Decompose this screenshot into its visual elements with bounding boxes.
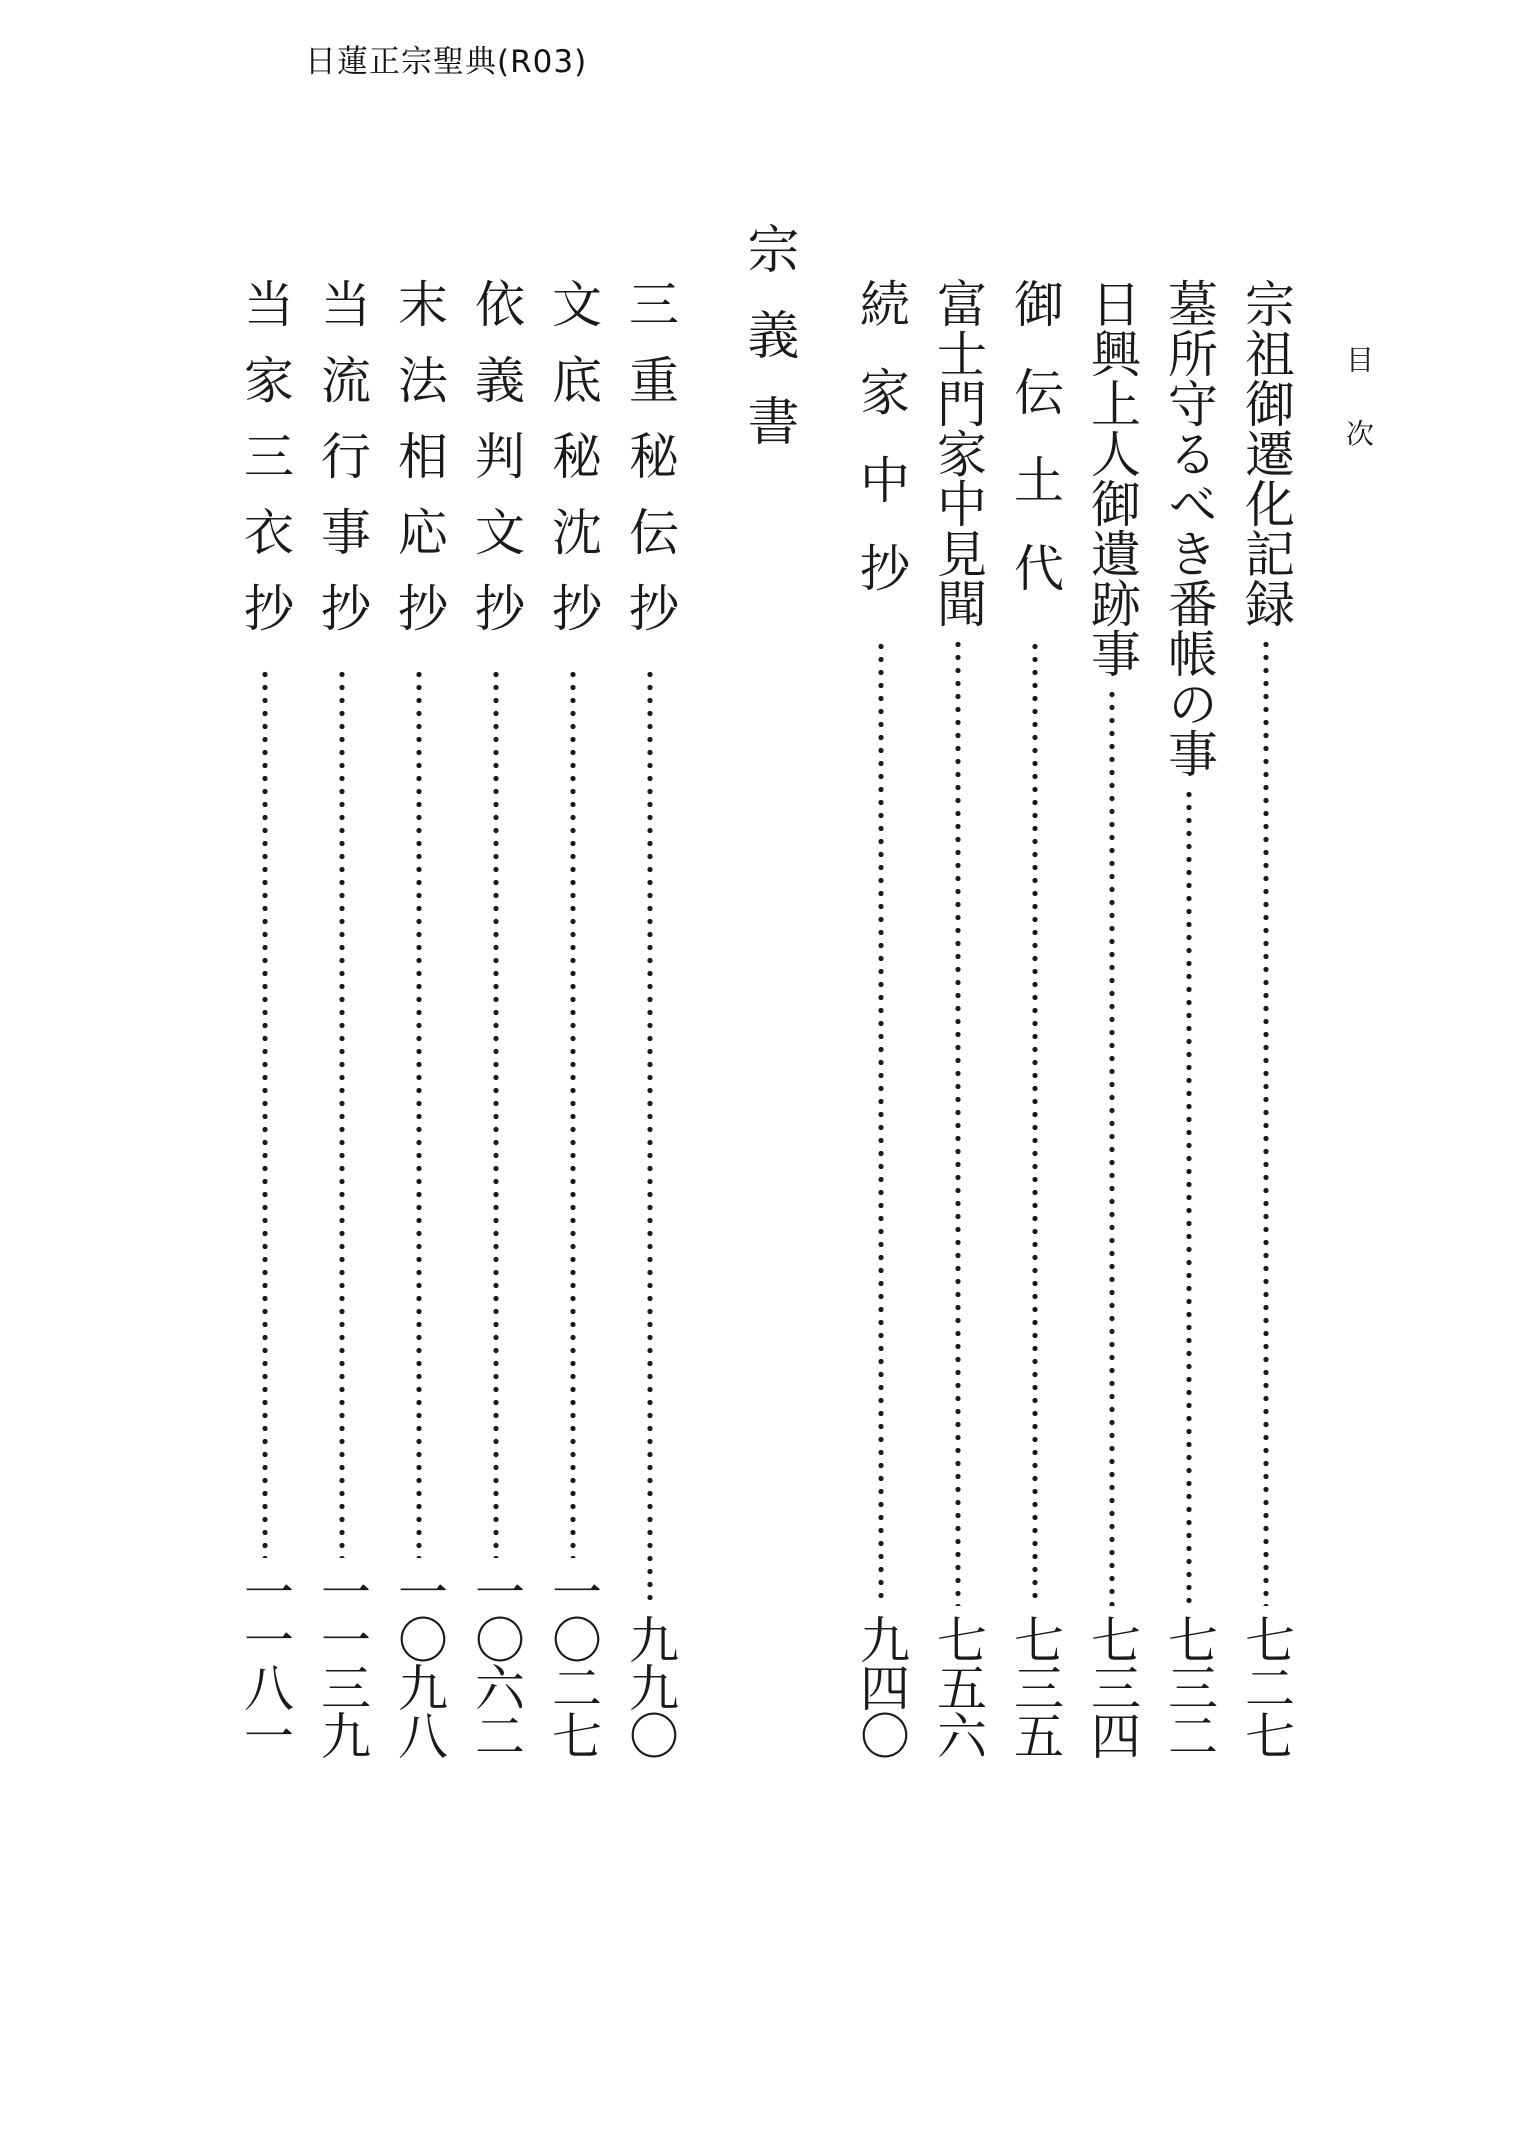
toc-entry-title: 御伝土代 — [1006, 278, 1064, 630]
toc-entry[interactable] — [1082, 278, 1142, 1758]
dot-leader — [1186, 788, 1192, 1606]
toc-entry-title: 続家中抄 — [852, 278, 910, 630]
toc-entry-title: 依義判文抄 — [467, 278, 525, 658]
toc-entry-title: 富士門家中見聞 — [929, 278, 987, 628]
toc-entry-page: 七二七 — [1237, 1614, 1295, 1758]
toc-entry-page: 七三二 — [1160, 1614, 1218, 1758]
dot-leader — [493, 668, 499, 1558]
dot-leader — [1263, 638, 1269, 1606]
section-title: 宗義書 — [738, 222, 798, 480]
toc-entry-title: 宗祖御遷化記録 — [1237, 278, 1295, 628]
document-header: 日蓮正宗聖典(R03) — [305, 44, 588, 80]
toc-entry-title: 当家三衣抄 — [236, 278, 294, 658]
toc-entry-page: 一一三九 — [313, 1566, 371, 1758]
dot-leader — [1032, 640, 1038, 1606]
toc-entry-page: 一〇二七 — [544, 1566, 602, 1758]
toc-entry[interactable] — [235, 278, 295, 1758]
toc-entry[interactable] — [1159, 278, 1219, 1758]
toc-heading: 目次 — [1342, 345, 1375, 493]
toc-entry[interactable] — [1236, 278, 1296, 1758]
dot-leader — [647, 668, 653, 1606]
dot-leader — [570, 668, 576, 1558]
toc-entry-page: 七五六 — [929, 1614, 987, 1758]
toc-entry[interactable] — [1005, 278, 1065, 1758]
dot-leader — [339, 668, 345, 1558]
toc-entry-title: 文底秘沈抄 — [544, 278, 602, 658]
toc-entry[interactable] — [312, 278, 372, 1758]
toc-entry-title: 末法相応抄 — [390, 278, 448, 658]
dot-leader — [1109, 688, 1115, 1606]
toc-entry-page: 一一八一 — [236, 1566, 294, 1758]
toc-entry[interactable] — [928, 278, 988, 1758]
toc-entry-page: 七三四 — [1083, 1614, 1141, 1758]
dot-leader — [416, 668, 422, 1558]
dot-leader — [878, 640, 884, 1606]
toc-entry[interactable] — [466, 278, 526, 1758]
toc-entry[interactable] — [389, 278, 449, 1758]
dot-leader — [955, 638, 961, 1606]
toc-entry[interactable] — [620, 278, 680, 1758]
toc-entry-page: 一〇六二 — [467, 1566, 525, 1758]
toc-entry-title: 墓所守るべき番帳の事 — [1160, 278, 1218, 778]
dot-leader — [262, 668, 268, 1558]
toc-entry[interactable] — [851, 278, 911, 1758]
toc-entry-title: 三重秘伝抄 — [621, 278, 679, 658]
toc-entry-page: 九九〇 — [621, 1614, 679, 1758]
toc-entry[interactable] — [543, 278, 603, 1758]
toc-entry-title: 当流行事抄 — [313, 278, 371, 658]
toc-entry-page: 九四〇 — [852, 1614, 910, 1758]
toc-entry-page: 七三五 — [1006, 1614, 1064, 1758]
toc-entry-page: 一〇九八 — [390, 1566, 448, 1758]
toc-entry-title: 日興上人御遺跡事 — [1083, 278, 1141, 678]
